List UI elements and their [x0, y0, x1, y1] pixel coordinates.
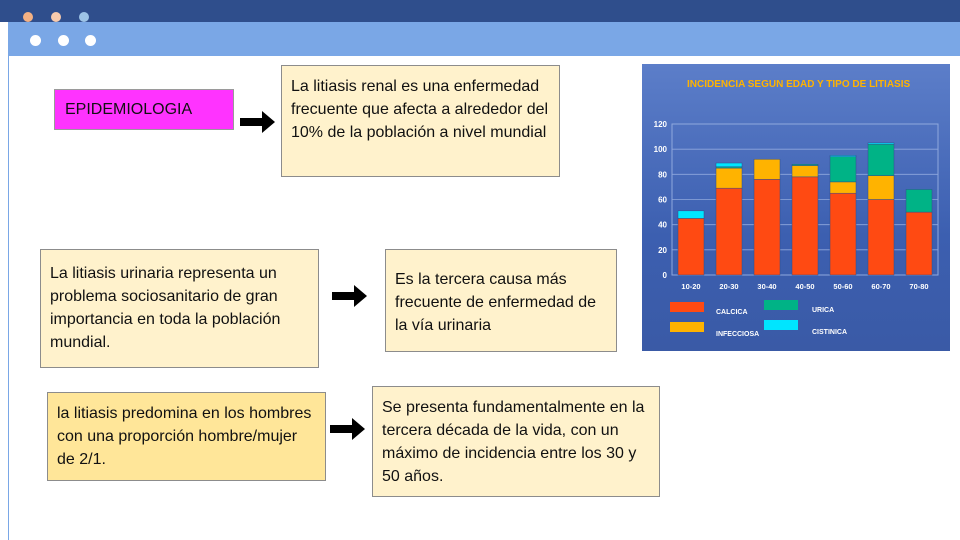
- note-renal: [281, 65, 560, 177]
- bar-segment: [792, 164, 818, 165]
- bar-segment: [754, 159, 780, 179]
- y-tick-label: 80: [658, 170, 667, 180]
- y-tick-label: 40: [658, 220, 667, 230]
- x-tick-label: 60-70: [871, 282, 891, 291]
- header-dot: [79, 12, 89, 22]
- y-tick-label: 20: [658, 245, 667, 255]
- header-bar: [0, 0, 960, 22]
- bar-segment: [906, 212, 932, 275]
- legend-swatch: [764, 300, 798, 310]
- bar-segment: [754, 179, 780, 275]
- legend-swatch: [670, 302, 704, 312]
- right-arrow-icon: [332, 284, 368, 308]
- note-proporcion-text: la litiasis predomina en los hombres con una proporción hombre/mujer de 2/1.: [57, 405, 312, 468]
- bar-segment: [868, 176, 894, 200]
- bar-segment: [868, 143, 894, 144]
- bar-segment: [792, 166, 818, 177]
- header-dot: [30, 35, 41, 46]
- bar-segment: [716, 168, 742, 188]
- chart-title: INCIDENCIA SEGUN EDAD Y TIPO DE LITIASIS: [687, 79, 911, 90]
- y-tick-label: 100: [653, 145, 667, 155]
- note-proporcion: [47, 392, 326, 481]
- left-rule: [8, 56, 9, 540]
- note-urinaria: [40, 249, 319, 368]
- bar-segment: [830, 157, 856, 182]
- x-tick-label: 30-40: [757, 282, 777, 291]
- note-renal-text: La litiasis renal es una enfermedad frecuente que afecta a alrededor del 10% de la población a nivel mundial: [291, 78, 549, 141]
- legend-label: CALCICA: [716, 309, 748, 316]
- legend-swatch: [764, 320, 798, 330]
- y-tick-label: 120: [653, 120, 667, 129]
- y-tick-label: 60: [658, 195, 667, 205]
- note-incidencia-edad-text: Se presenta fundamentalmente en la tercera década de la vida, con un máximo de incidencia entre los 30 y 50 años.: [382, 399, 645, 485]
- bar-segment: [868, 200, 894, 276]
- bar-segment: [868, 144, 894, 175]
- legend-label: INFECCIOSA: [716, 331, 760, 338]
- header-dot: [23, 12, 33, 22]
- x-tick-label: 40-50: [795, 282, 815, 291]
- x-tick-label: 70-80: [909, 282, 929, 291]
- bar-segment: [830, 193, 856, 275]
- bar-segment: [716, 188, 742, 275]
- note-tercera-causa: [385, 249, 617, 352]
- epidemiologia-tag: [54, 89, 234, 130]
- note-tercera-causa-text: Es la tercera causa más frecuente de enfermedad de la vía urinaria: [395, 271, 597, 334]
- tag-label: EPIDEMIOLOGIA: [65, 101, 193, 118]
- legend-swatch: [670, 322, 704, 332]
- header-dot: [58, 35, 69, 46]
- note-incidencia-edad: [372, 386, 660, 497]
- y-tick-label: 0: [662, 271, 667, 280]
- bar-segment: [906, 189, 932, 212]
- incidence-chart: [642, 64, 950, 351]
- bar-segment: [792, 177, 818, 275]
- header-dot: [85, 35, 96, 46]
- bar-segment: [830, 182, 856, 193]
- right-arrow-icon: [330, 417, 366, 441]
- bar-segment: [678, 211, 704, 219]
- legend-label: URICA: [812, 307, 835, 314]
- bar-segment: [830, 155, 856, 156]
- bar-segment: [716, 163, 742, 167]
- x-tick-label: 10-20: [681, 282, 701, 291]
- header-dot: [51, 12, 61, 22]
- bar-segment: [678, 218, 704, 275]
- legend-label: CISTINICA: [812, 329, 847, 336]
- right-arrow-icon: [240, 110, 276, 134]
- x-tick-label: 50-60: [833, 282, 853, 291]
- subheader-bar: [8, 22, 960, 56]
- note-urinaria-text: La litiasis urinaria representa un problema sociosanitario de gran importancia en toda la población mundial.: [50, 265, 281, 351]
- chart-svg: [642, 64, 950, 351]
- x-tick-label: 20-30: [719, 282, 739, 291]
